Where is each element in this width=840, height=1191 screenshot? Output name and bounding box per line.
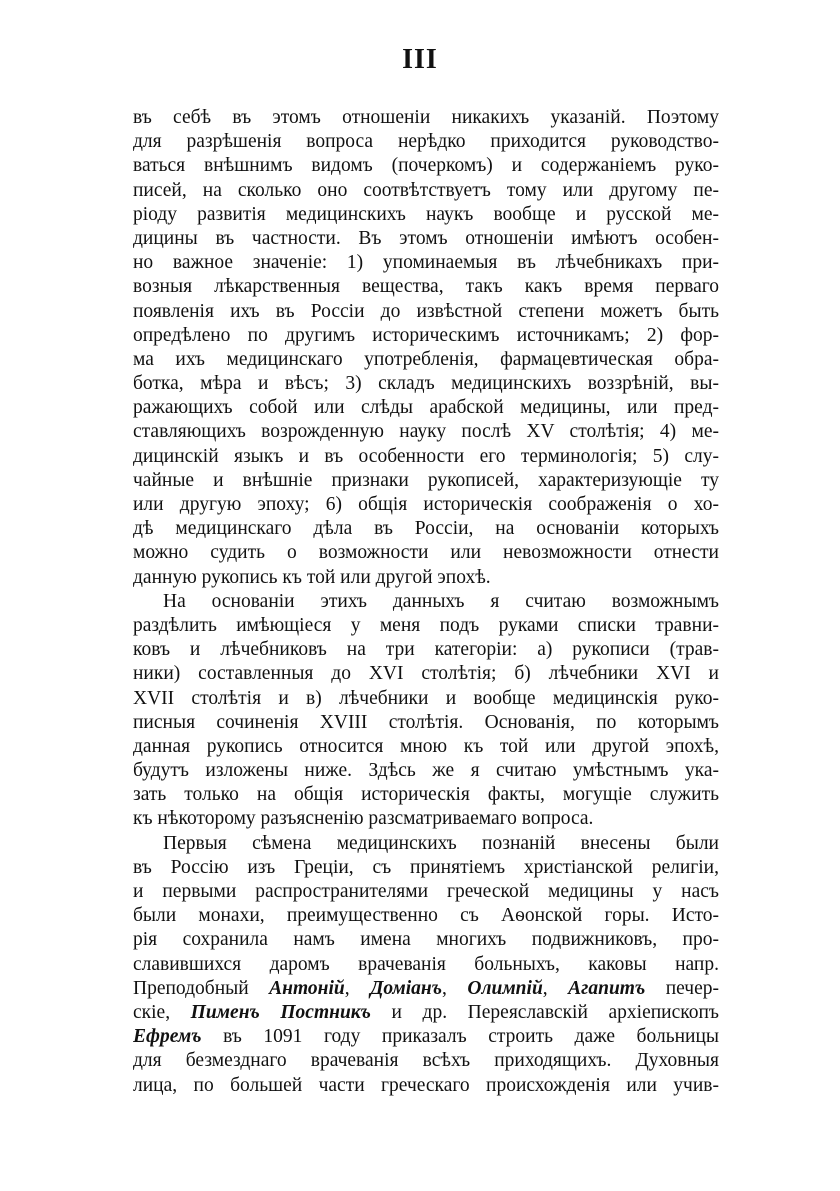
text-line: раздѣлить имѣющіеся у меня подъ руками списки травни- [133,614,719,636]
text-line-with-names [133,1001,719,1025]
person-name: Доміанъ [370,977,443,999]
person-name: Пименъ Постникъ [190,1001,371,1023]
person-name: Ефремъ [133,1026,202,1048]
text-line-with-names [133,1025,719,1049]
text-line: данная рукопись относится мною къ той или другой эпохѣ, [133,735,719,757]
text-line: опредѣлено по другимъ историческимъ источникамъ; 2) фор- [133,324,719,346]
text-segment: Преподобный [133,977,270,999]
text-segment: скіе, [133,1001,191,1023]
paragraph-end-line: данную рукопись къ той или другой эпохѣ. [133,566,491,588]
text-line: XVII столѣтія и в) лѣчебники и вообще медицинскія руко- [133,687,719,709]
text-line: писей, на сколько оно соотвѣтствуетъ тому или другому пе- [133,179,719,201]
page-number: III [402,44,438,75]
paragraph-end-line: къ нѣкоторому разъясненію разсматриваемаго вопроса. [133,808,594,830]
text-line: возныя лѣкарственныя вещества, такъ какъ время перваго [133,276,719,298]
text-line: и первыми распространителями греческой медицины у насъ [133,881,719,902]
person-name: Олимпій [467,977,543,999]
text-line: зать только на общія историческія факты, могущіе служить [133,784,719,806]
text-line: для разрѣшенія вопроса нерѣдко приходится руководство- [133,131,719,153]
text-line: были монахи, преимущественно съ Аѳонской горы. Исто- [133,905,719,927]
paragraph-start-line: На основаніи этихъ данныхъ я считаю возможнымъ [163,590,719,612]
text-line: для безмезднаго врачеванія всѣхъ приходящихъ. Духовныя [133,1050,719,1072]
text-line: будутъ изложены ниже. Здѣсь же я считаю умѣстнымъ ука- [133,760,719,782]
person-name: Агапитъ [568,977,646,999]
text-line: ставляющихъ возрожденную науку послѣ XV столѣтія; 4) ме- [133,421,719,443]
text-line: появленія ихъ въ Россіи до извѣстной степени можетъ быть [133,300,719,322]
text-line: въ Россію изъ Греціи, съ принятіемъ христіанской религіи, [133,856,719,878]
text-line: дицинскій языкъ и въ особенности его терминологія; 5) слу- [133,445,719,467]
text-line: въ себѣ въ этомъ отношеніи никакихъ указаній. Поэтому [133,107,719,128]
text-line: ма ихъ медицинскаго употребленія, фармацевтическая обра- [133,348,719,370]
text-segment: , [344,977,371,999]
text-segment: въ 1091 году приказалъ строить даже больницы [201,1026,719,1048]
text-line: дѣ медицинскаго дѣла въ Россіи, на основаніи которыхъ [133,518,719,540]
text-segment: , [442,977,468,999]
body-text [133,106,719,1098]
text-line: рія сохранила намъ имена многихъ подвижниковъ, про- [133,929,719,951]
text-line: ковъ и лѣчебниковъ на три категоріи: а) рукописи (трав- [133,639,719,661]
text-line: ники) составленныя до XVI столѣтія; б) лѣчебники XVI и [133,663,719,685]
text-line: можно судить о возможности или невозможности отнести [133,542,719,564]
text-line: ботка, мѣра и вѣсъ; 3) складъ медицинскихъ воззрѣній, вы- [133,373,719,395]
text-line: чайные и внѣшніе признаки рукописей, характеризующіе ту [133,469,719,491]
text-line-with-names [133,977,719,1001]
text-line: ваться внѣшнимъ видомъ (почеркомъ) и содержаніемъ руко- [133,155,719,177]
text-segment: печер- [645,977,719,999]
text-line: или другую эпоху; 6) общія историческія соображенія о хо- [133,494,719,515]
text-line: но важное значеніе: 1) упоминаемыя въ лѣчебникахъ при- [133,252,719,274]
text-line: славившихся даромъ врачеванія больныхъ, каковы напр. [133,953,719,975]
paragraph-start-line: Первыя сѣмена медицинскихъ познаній внесены были [163,832,719,854]
text-segment: , [542,977,569,999]
text-line: писныя сочиненія XVIII столѣтія. Основанія, по которымъ [133,711,719,733]
text-line: лица, по большей части греческаго происхожденія или учив- [133,1074,719,1096]
text-segment: и др. Переяславскій архіепископъ [370,1001,719,1023]
text-line: дицины въ частности. Въ этомъ отношеніи имѣютъ особен- [133,227,719,249]
person-name: Антоній [269,977,345,999]
text-line: ріоду развитія медицинскихъ наукъ вообще и русской ме- [133,203,719,225]
text-line: ражающихъ собой или слѣды арабской медицины, или пред- [133,397,719,419]
